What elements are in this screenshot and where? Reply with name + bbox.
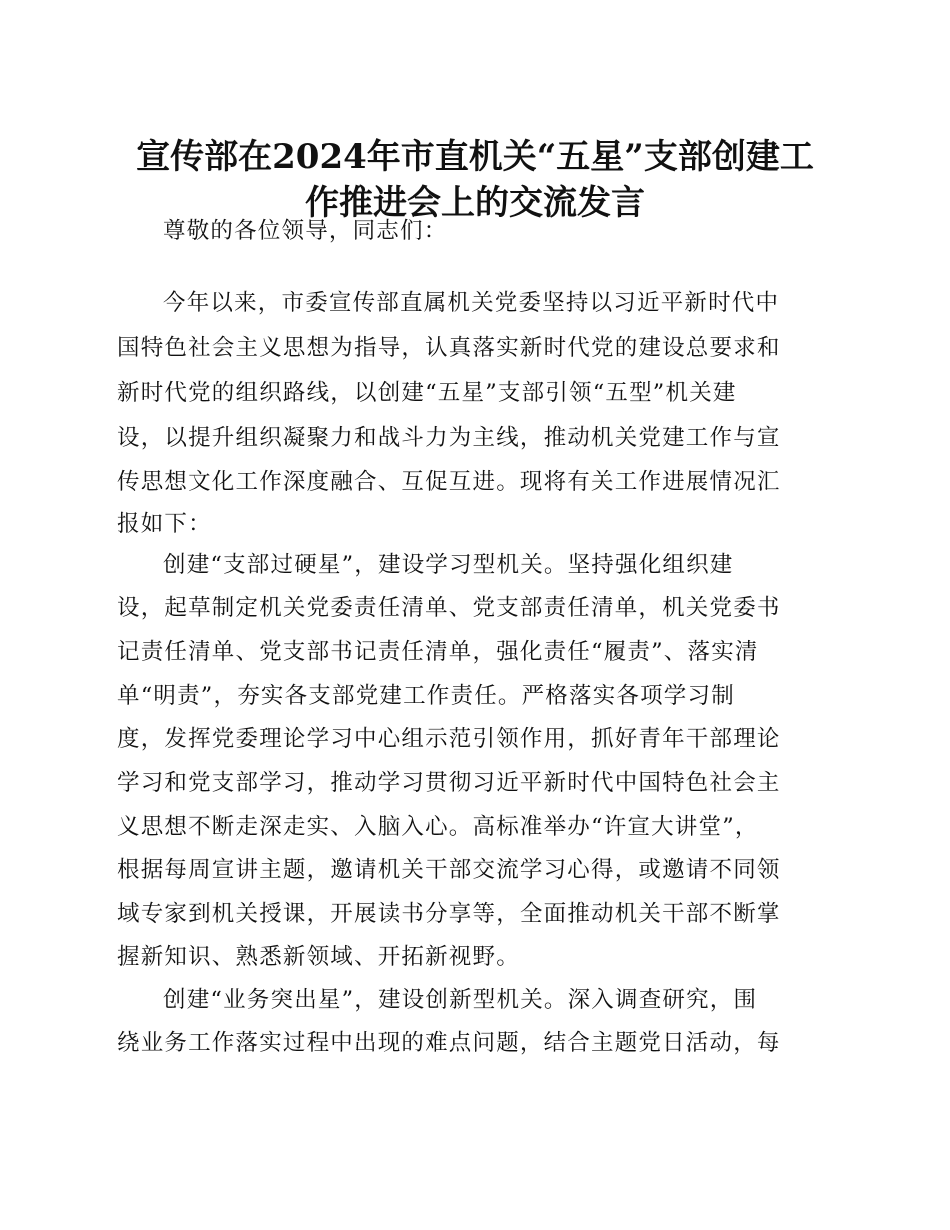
paragraph-line: 记责任清单、党支部书记责任清单，强化责任“履责”、落实清 <box>117 639 759 665</box>
paragraph-line: 创建“业务突出星”，建设创新型机关。深入调查研究，围 <box>163 987 758 1013</box>
paragraph-line: 新时代党的组织路线，以创建“五星”支部引领“五型”机关建 <box>117 380 737 406</box>
paragraph-line: 设，起草制定机关党委责任清单、党支部责任清单，机关党委书 <box>117 595 781 621</box>
paragraph-line: 设，以提升组织凝聚力和战斗力为主线，推动机关党建工作与宣 <box>117 425 781 451</box>
paragraph-line: 报如下： <box>117 511 212 537</box>
paragraph-line: 创建“支部过硬星”，建设学习型机关。坚持强化组织建 <box>163 552 734 578</box>
paragraph-line: 域专家到机关授课，开展读书分享等，全面推动机关干部不断掌 <box>117 901 781 927</box>
paragraph-line: 握新知识、熟悉新领域、开拓新视野。 <box>117 944 520 970</box>
document-title-line-1: 宣传部在2024年市直机关“五星”支部创建工 <box>136 137 814 177</box>
paragraph-line: 义思想不断走深走实、入脑入心。高标准举办“许宣大讲堂”， <box>117 814 759 840</box>
salutation: 尊敬的各位领导，同志们： <box>163 218 448 244</box>
paragraph-line: 绕业务工作落实过程中出现的难点问题，结合主题党日活动，每 <box>117 1030 781 1056</box>
paragraph-line: 国特色社会主义思想为指导，认真落实新时代党的建设总要求和 <box>117 335 781 361</box>
paragraph-line: 单“明责”，夯实各支部党建工作责任。严格落实各项学习制 <box>117 683 735 709</box>
paragraph-line: 传思想文化工作深度融合、互促互进。现将有关工作进展情况汇 <box>117 469 781 495</box>
paragraph-line: 度，发挥党委理论学习中心组示范引领作用，抓好青年干部理论 <box>117 726 781 752</box>
paragraph-line: 今年以来，市委宣传部直属机关党委坚持以习近平新时代中 <box>163 290 780 316</box>
paragraph-line: 学习和党支部学习，推动学习贯彻习近平新时代中国特色社会主 <box>117 770 781 796</box>
document-title-line-2: 作推进会上的交流发言 <box>305 183 645 223</box>
paragraph-line: 根据每周宣讲主题，邀请机关干部交流学习心得，或邀请不同领 <box>117 857 781 883</box>
